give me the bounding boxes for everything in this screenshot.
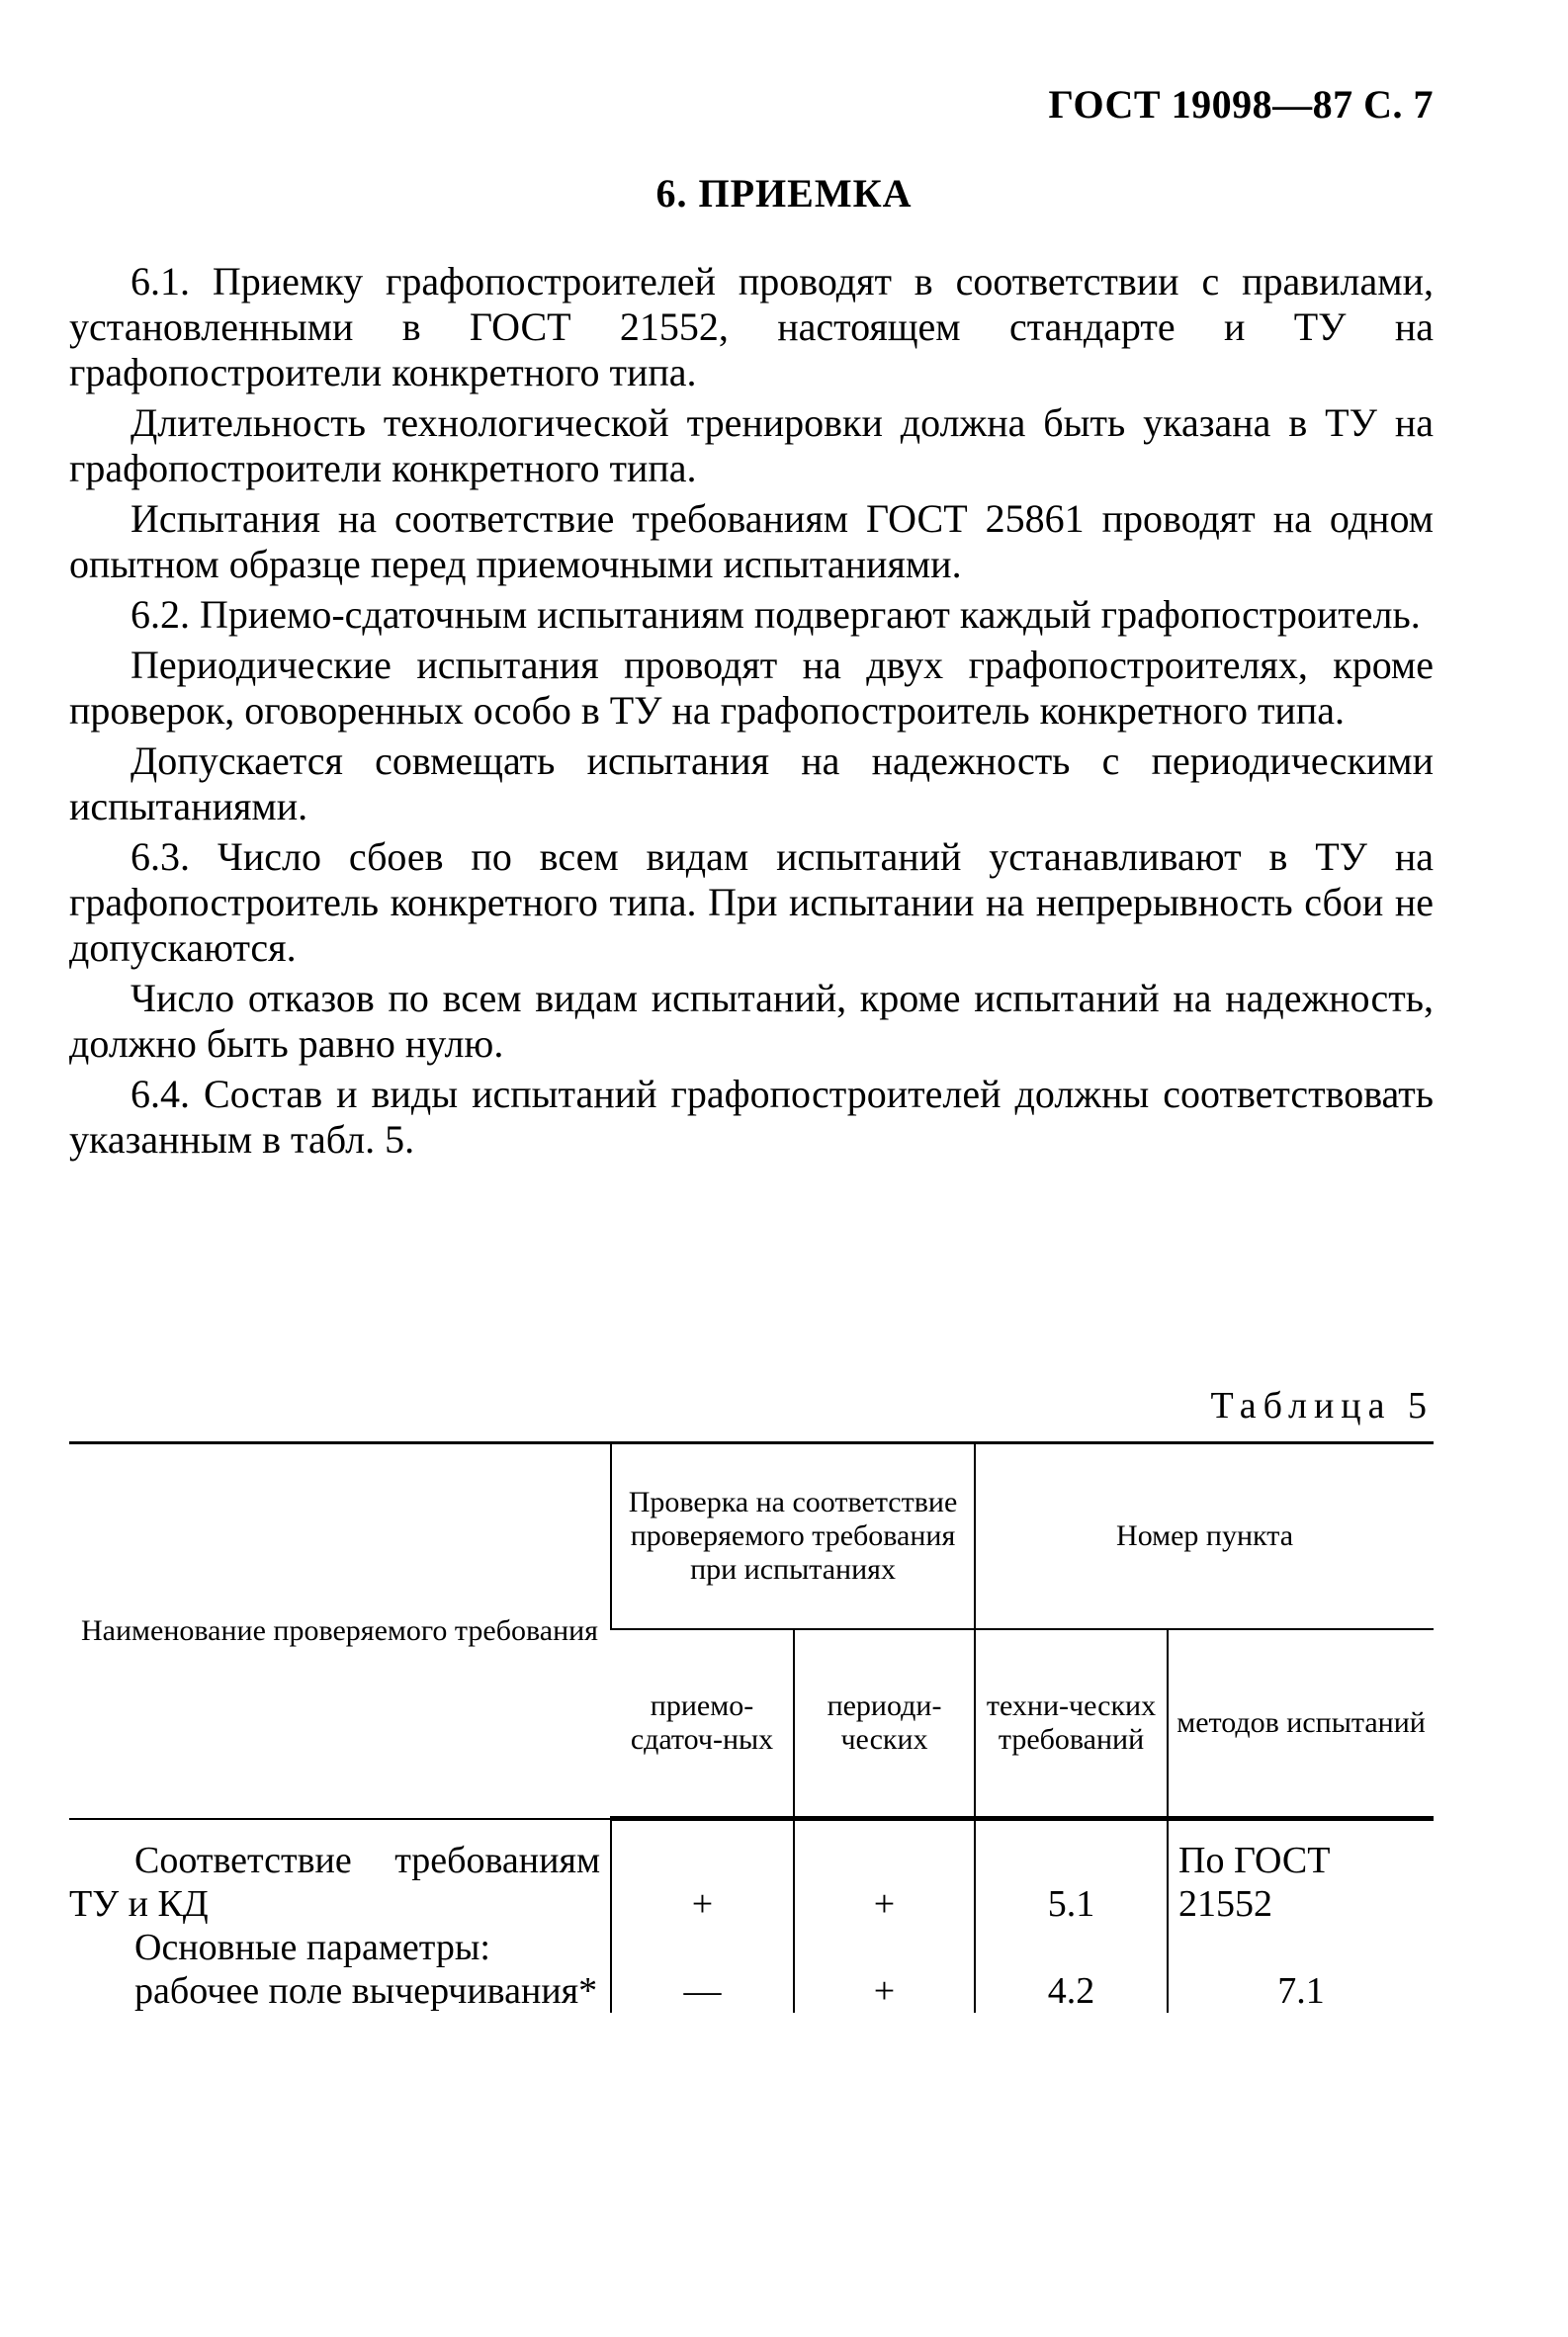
table-row (69, 1926, 1434, 1969)
paragraph: Длительность технологической тренировки должна быть указана в ТУ на графопостроители конкретного типа. (69, 400, 1434, 490)
section-title: 6. ПРИЕМКА (655, 171, 913, 216)
header-periodic: периоди-ческих (794, 1629, 975, 1819)
header-clause-group: Номер пункта (975, 1443, 1434, 1629)
document-header: ГОСТ 19098—87 С. 7 (1048, 82, 1434, 127)
table-5 (69, 1441, 1434, 2013)
paragraph: Число отказов по всем видам испытаний, кроме испытаний на надежность, должно быть равно нулю. (69, 976, 1434, 1066)
cell-tech-req: 4.2 (975, 1969, 1168, 2013)
cell-acceptance: + (611, 1819, 794, 1927)
body-text (69, 259, 1434, 1168)
cell-test-methods: По ГОСТ 21552 (1168, 1819, 1434, 1927)
paragraph: 6.3. Число сбоев по всем видам испытаний устанавливают в ТУ на графопостроитель конкретного типа. При испытании на непрерывность сбои не допускаются. (69, 834, 1434, 970)
table-row (69, 1969, 1434, 2013)
cell-periodic: + (794, 1969, 975, 2013)
paragraph: Испытания на соответствие требованиям ГОСТ 25861 проводят на одном опытном образце перед приемочными испытаниями. (69, 496, 1434, 586)
header-test-methods: методов испытаний (1168, 1629, 1434, 1819)
cell-name: рабочее поле вычерчивания* (134, 1970, 598, 2012)
header-requirement-name: Наименование проверяемого требования (69, 1443, 611, 1819)
paragraph: 6.2. Приемо-сдаточным испытаниям подвергают каждый графопостроитель. (131, 592, 1421, 637)
header-check-group: Проверка на соответствие проверяемого требования при испытаниях (611, 1443, 975, 1629)
cell-periodic: + (794, 1819, 975, 1927)
cell-name: Основные параметры: (134, 1927, 490, 1968)
paragraph: 6.4. Состав и виды испытаний графопостроителей должны соответствовать указанным в табл. 5. (69, 1072, 1434, 1162)
paragraph: Периодические испытания проводят на двух графопостроителях, кроме проверок, оговоренных особо в ТУ на графопостроитель конкретного типа. (69, 643, 1434, 733)
cell-acceptance (611, 1926, 794, 1969)
table-caption: Таблица 5 (1210, 1385, 1434, 1427)
cell-tech-req (975, 1926, 1168, 1969)
cell-acceptance: — (611, 1969, 794, 2013)
paragraph: 6.1. Приемку графопостроителей проводят в соответствии с правилами, установленными в ГОСТ 21552, настоящем стандарте и ТУ на графопостроители конкретного типа. (69, 259, 1434, 394)
cell-tech-req: 5.1 (975, 1819, 1168, 1927)
cell-test-methods: 7.1 (1168, 1969, 1434, 2013)
cell-test-methods (1168, 1926, 1434, 1969)
header-acceptance: приемо-сдаточ-ных (611, 1629, 794, 1819)
cell-name: Соответствие требованиям ТУ и КД (69, 1840, 600, 1925)
paragraph: Допускается совмещать испытания на надежность с периодическими испытаниями. (69, 738, 1434, 828)
table-row (69, 1819, 1434, 1927)
cell-periodic (794, 1926, 975, 1969)
header-tech-req: техни-ческих требований (975, 1629, 1168, 1819)
